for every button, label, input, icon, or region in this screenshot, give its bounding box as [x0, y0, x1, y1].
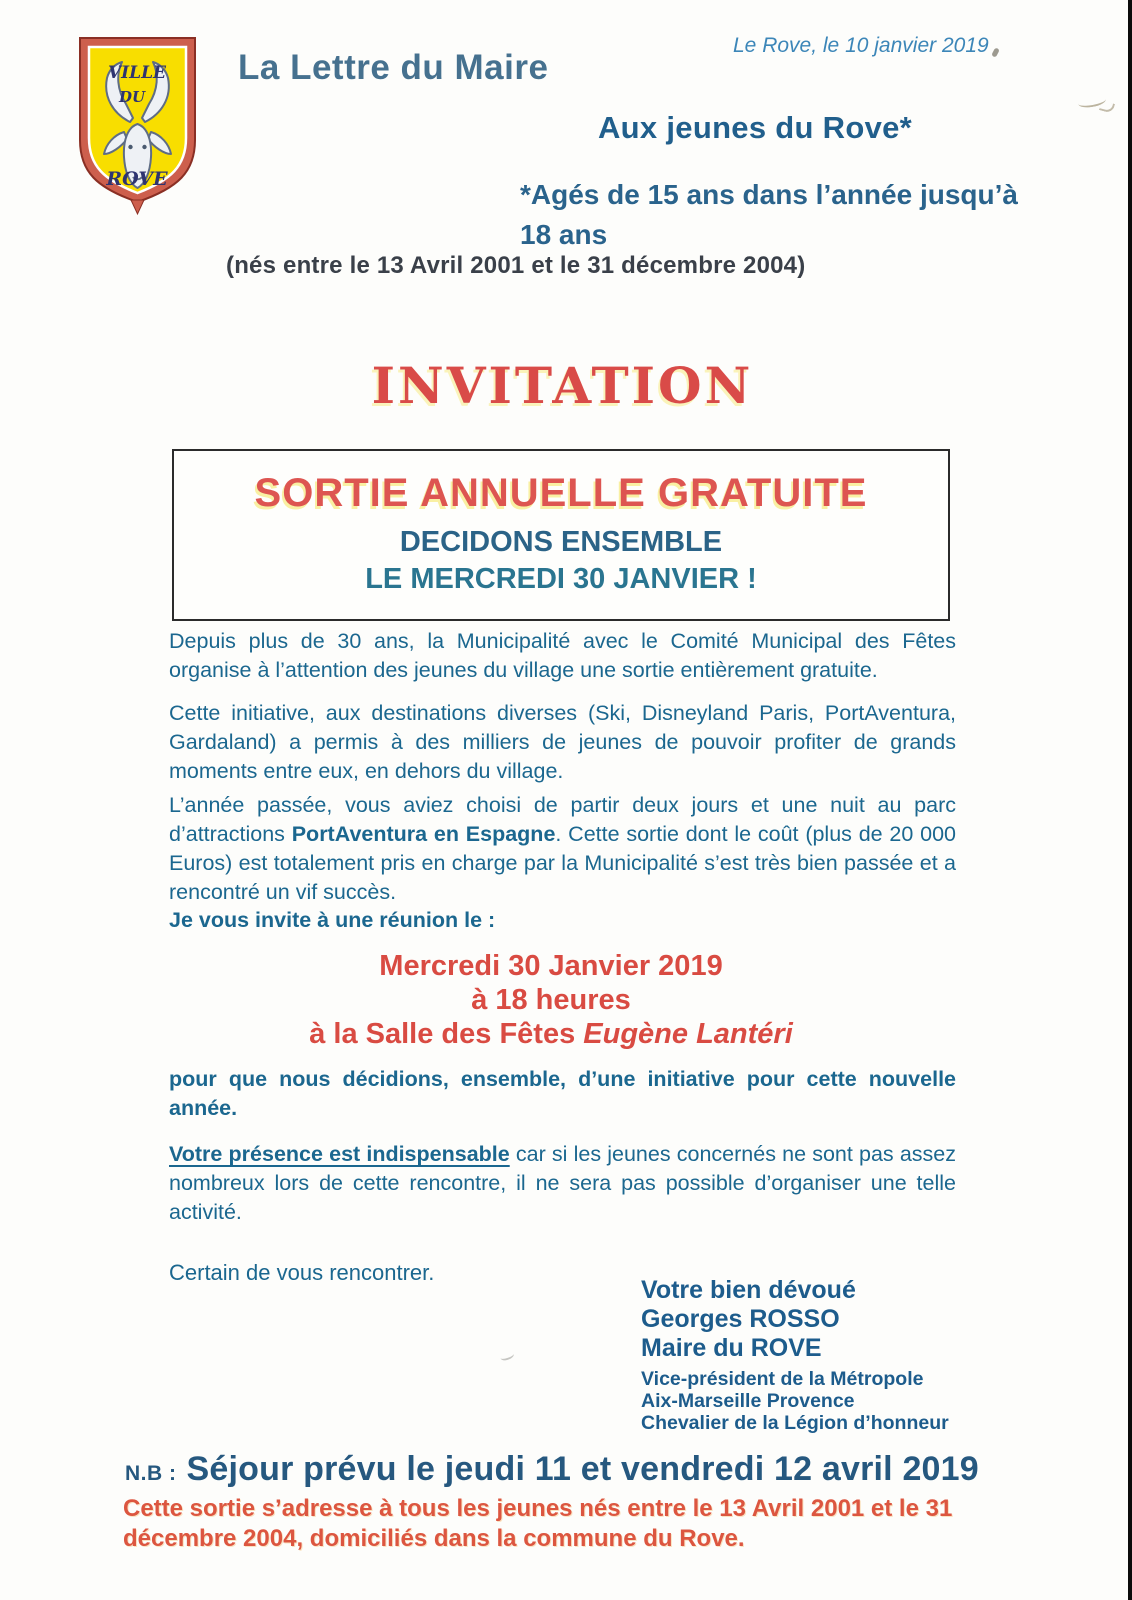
letter-title: La Lettre du Maire [238, 48, 549, 87]
presence-underlined-text: Votre présence est indispensable [169, 1142, 510, 1166]
signature-block [641, 1276, 949, 1434]
paragraph-purpose: pour que nous décidions, ensemble, d’une initiative pour cette nouvelle année. [169, 1067, 956, 1120]
nb-label: N.B : [125, 1462, 177, 1485]
scan-edge-strip [1128, 0, 1132, 1600]
paragraph-destinations: Cette initiative, aux destinations diverses (Ski, Disneyland Paris, PortAventura, Gardaland) a permis à des milliers de jeunes de pouvoir profiter de grands moments entre eux, en dehors du village. [169, 701, 956, 783]
scan-artifact-dot [991, 47, 1000, 57]
age-note-line-2: 18 ans [520, 219, 608, 250]
nb-line [125, 1450, 979, 1489]
age-note-line-1: *Agés de 15 ans dans l’année jusqu’à [520, 179, 1018, 210]
footer-red-note-line-2: décembre 2004, domiciliés dans la commune du Rove. [123, 1525, 745, 1552]
meeting-details [169, 949, 933, 1051]
invite-line: Je vous invite à une réunion le : [169, 908, 496, 932]
dateline: Le Rove, le 10 janvier 2019 [733, 34, 989, 57]
announcement-line-2: DECIDONS ENSEMBLE [399, 526, 723, 558]
shield-tail [131, 200, 144, 214]
paragraph-presence-rest: car si les jeunes concernés ne sont pas assez nombreux lors de cette rencontre, il ne sera pas possible d’organiser une telle activité. [169, 1142, 956, 1224]
signature-title-3: Chevalier de la Légion d’honneur [641, 1412, 949, 1434]
meeting-place-name: Eugène Lantéri [583, 1018, 793, 1050]
paragraph-last-year [169, 791, 956, 907]
paragraph-last-year-end: . Cette sortie dont le coût (plus de 20 000 Euros) est totalement pris en charge par la Municipalité s’est très bien passée et a rencontré un vif succès. [169, 822, 956, 904]
signature-name: Georges ROSSO [641, 1305, 840, 1333]
nb-text: Séjour prévu le jeudi 11 et vendredi 12 avril 2019 [186, 1450, 979, 1488]
meeting-place-prefix: à la Salle des Fêtes [309, 1018, 584, 1050]
portaventura-bold-text: PortAventura en Espagne [291, 822, 556, 846]
logo-text-ville: VILLE [107, 63, 167, 83]
closing-line: Certain de vous rencontrer. [169, 1260, 435, 1285]
signature-role: Maire du ROVE [641, 1334, 822, 1362]
announcement-line-1: SORTIE ANNUELLE GRATUITE [254, 471, 868, 515]
announcement-line-3: LE MERCREDI 30 JANVIER ! [365, 563, 757, 595]
paragraph-last-year-start: L’année passée, vous aviez choisi de partir deux jours et une nuit au parc d’attractions [169, 793, 956, 846]
logo-text-du: DU [118, 88, 146, 106]
signature-salutation: Votre bien dévoué [641, 1276, 856, 1304]
footer-red-note-line-1: Cette sortie s’adresse à tous les jeunes nés entre le 13 Avril 2001 et le 31 [123, 1495, 953, 1522]
logo-text-rove: ROVE [106, 168, 168, 190]
meeting-date: Mercredi 30 Janvier 2019 [379, 950, 723, 982]
ville-du-rove-crest [70, 30, 205, 218]
meeting-time: à 18 heures [471, 984, 631, 1016]
meeting-place [169, 1017, 933, 1051]
recipient-heading: Aux jeunes du Rove* [598, 110, 913, 145]
announcement-box [172, 449, 950, 621]
paragraph-presence [169, 1140, 956, 1227]
scan-artifact-squiggle-2 [1099, 100, 1115, 113]
signature-title-2: Aix-Marseille Provence [641, 1390, 855, 1412]
birth-date-note: (nés entre le 13 Avril 2001 et le 31 décembre 2004) [226, 252, 806, 279]
paragraph-history: Depuis plus de 30 ans, la Municipalité avec le Comité Municipal des Fêtes organise à l’attention des jeunes du village une sortie entièrement gratuite. [169, 629, 956, 682]
footer-red-note [123, 1494, 1003, 1554]
invitation-heading: INVITATION [371, 356, 754, 415]
signature-title-1: Vice-président de la Métropole [641, 1368, 924, 1390]
scan-artifact-grey [499, 1350, 515, 1362]
